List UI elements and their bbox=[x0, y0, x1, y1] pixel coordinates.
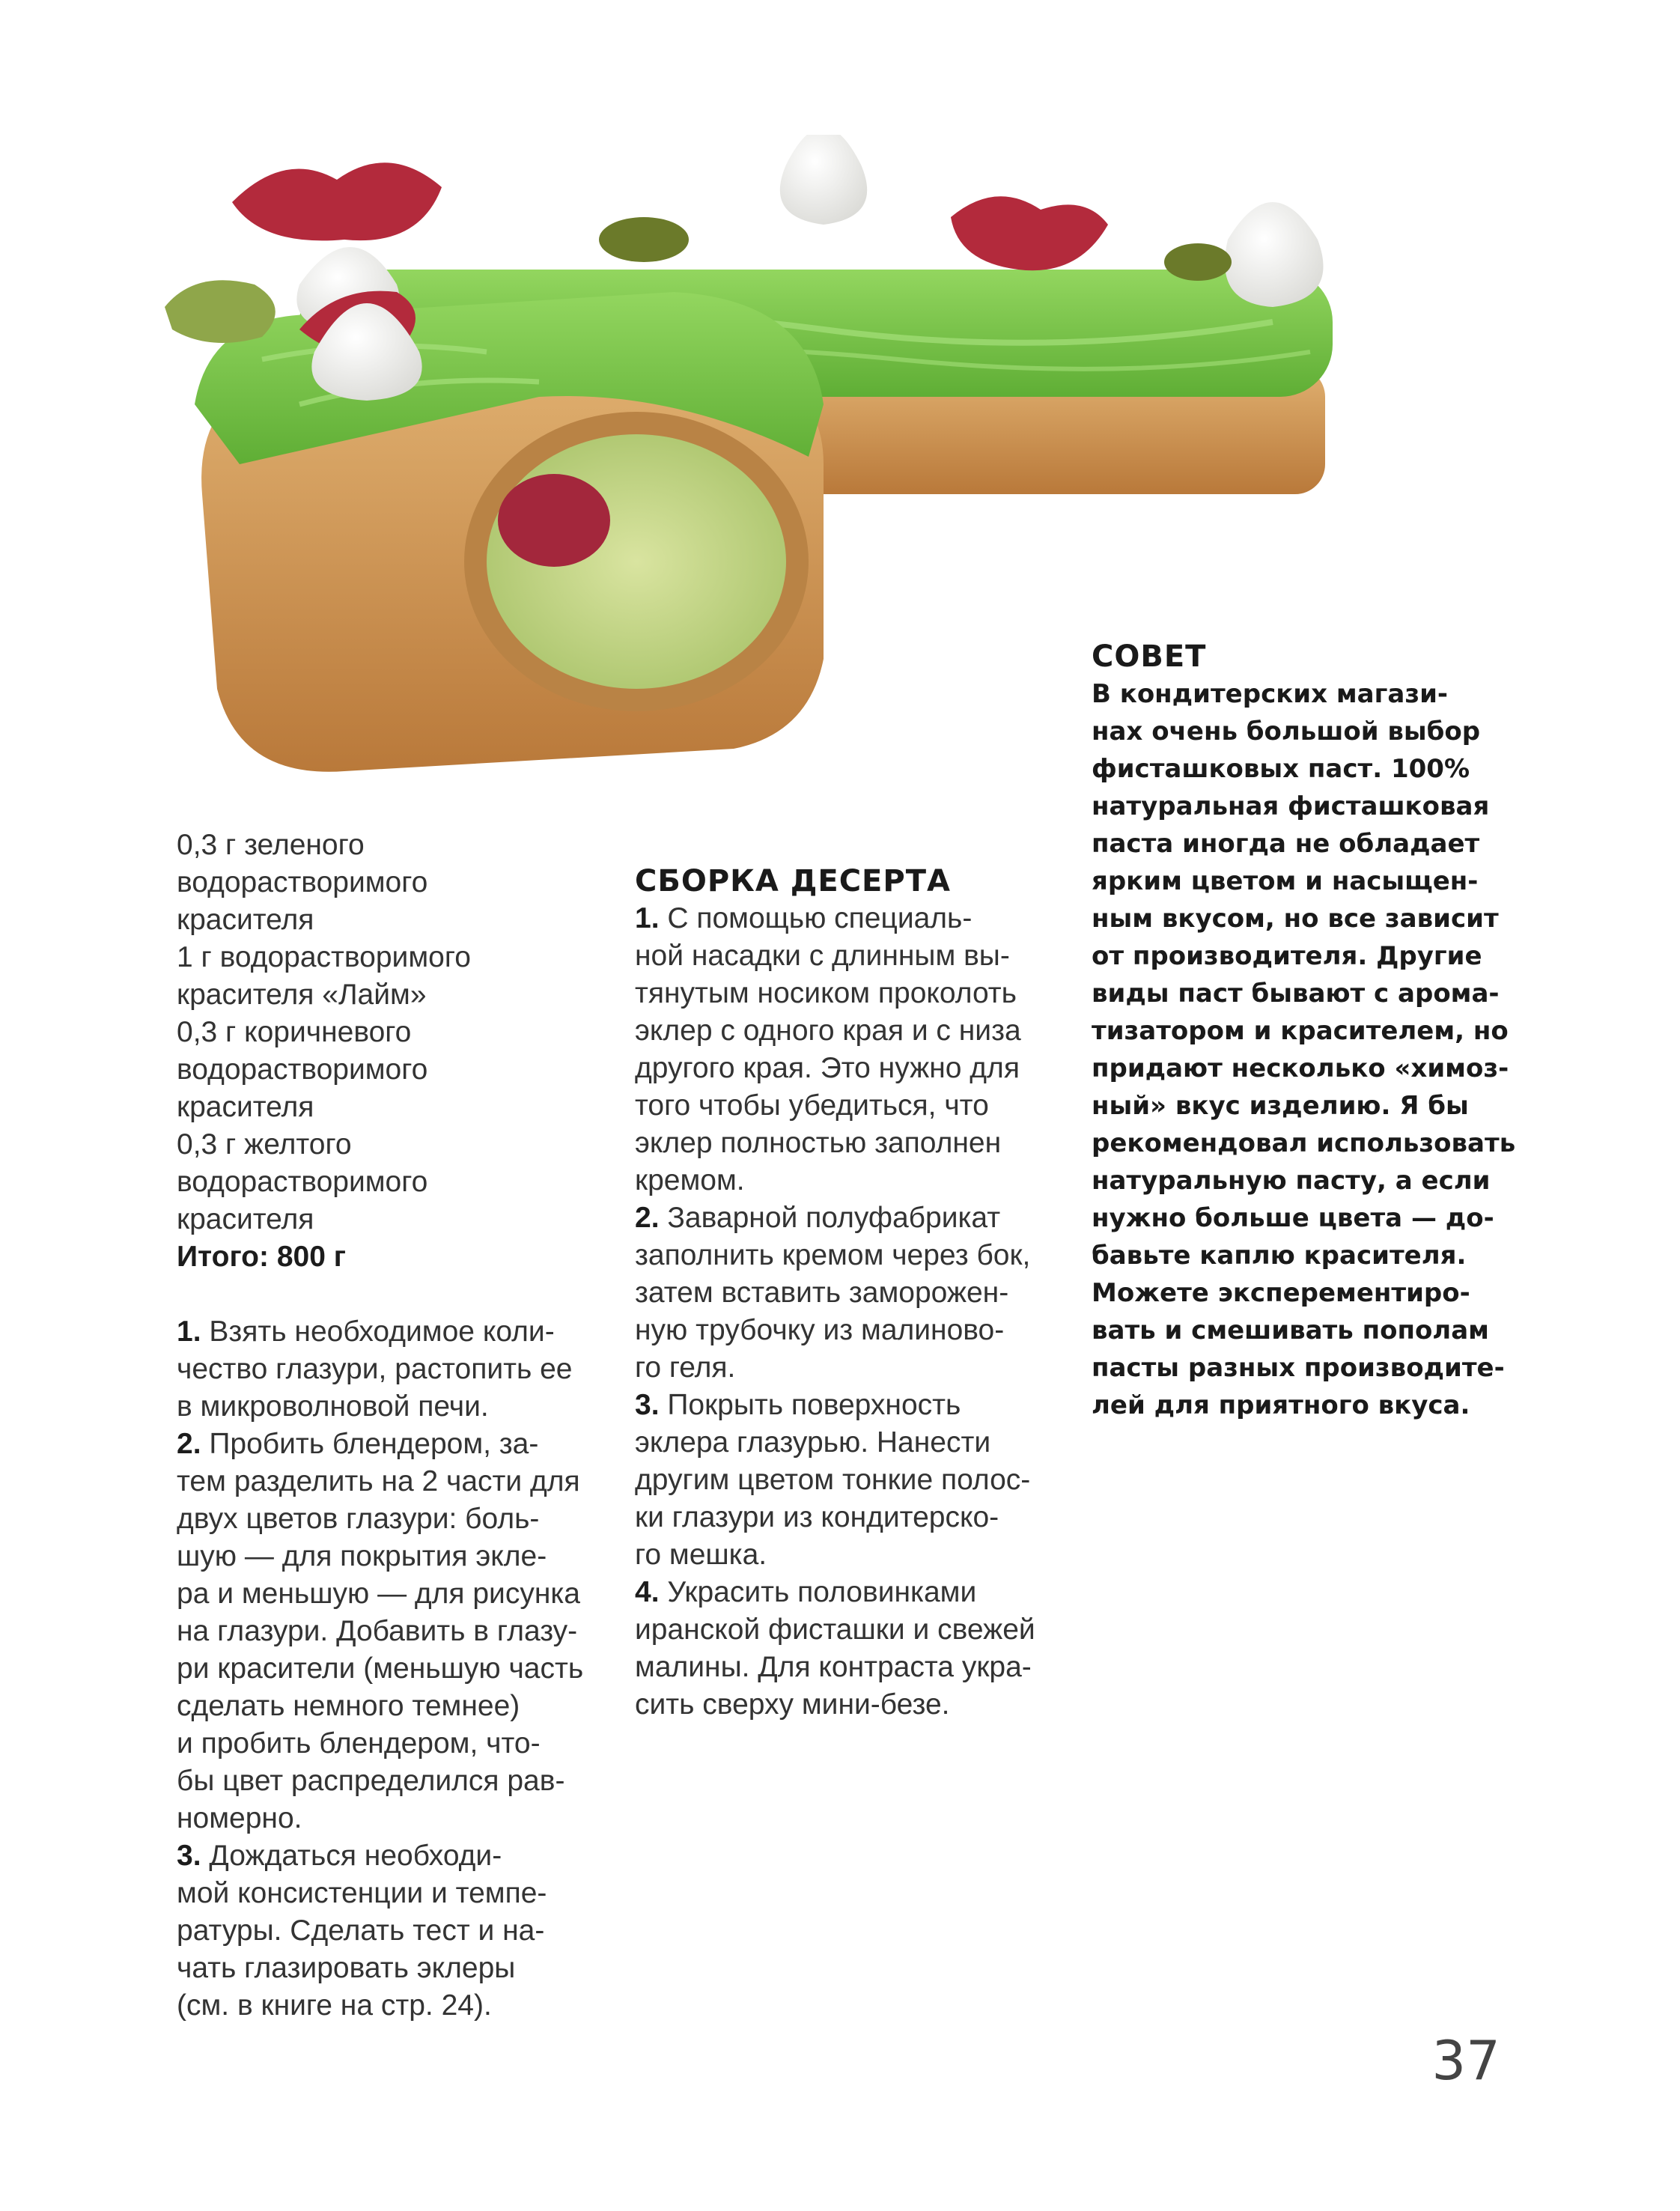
step-number: 1. bbox=[177, 1316, 201, 1348]
total-weight: Итого: 800 г bbox=[177, 1241, 346, 1273]
glaze-step-3 bbox=[177, 1837, 603, 1875]
step-text: Украсить половинками bbox=[667, 1576, 977, 1608]
ingredient-line: 0,3 г зеленого bbox=[177, 829, 365, 861]
ingredient-line: водорастворимого bbox=[177, 1166, 428, 1198]
step-text: ной насадки с длинным вы- bbox=[635, 940, 1010, 972]
page-number: 37 bbox=[1431, 2029, 1500, 2092]
step-text: и пробить блендером, что- bbox=[177, 1727, 541, 1760]
tip-line: Можете эксперементиро- bbox=[1092, 1278, 1470, 1308]
step-text: чество глазури, растопить ее bbox=[177, 1353, 573, 1385]
step-text: шую — для покрытия экле- bbox=[177, 1540, 547, 1572]
step-text: того чтобы убедиться, что bbox=[635, 1089, 989, 1122]
step-text: Заварной полуфабрикат bbox=[667, 1202, 1001, 1234]
step-text: чать глазировать эклеры bbox=[177, 1952, 516, 1984]
step-text: Покрыть поверхность bbox=[667, 1389, 961, 1421]
step-text: бы цвет распределился рав- bbox=[177, 1765, 565, 1797]
step-text: го геля. bbox=[635, 1351, 736, 1384]
tip-line: фисташковых паст. 100% bbox=[1092, 754, 1470, 784]
tip-line: придают несколько «химоз- bbox=[1092, 1053, 1509, 1083]
step-text: иранской фисташки и свежей bbox=[635, 1614, 1035, 1646]
glaze-step-2 bbox=[177, 1426, 603, 1463]
front-eclair bbox=[165, 162, 824, 771]
step-text: кремом. bbox=[635, 1164, 745, 1196]
step-text: сделать немного темнее) bbox=[177, 1690, 520, 1722]
tip-line: вать и смешивать пополам bbox=[1092, 1316, 1489, 1345]
step-number: 4. bbox=[635, 1576, 660, 1608]
step-text: эклера глазурью. Нанести bbox=[635, 1426, 991, 1459]
step-number: 2. bbox=[635, 1202, 660, 1234]
tip-line: натуральная фисташковая bbox=[1092, 791, 1490, 821]
ingredients-and-glaze-column bbox=[177, 827, 603, 2025]
step-number: 3. bbox=[177, 1840, 201, 1872]
step-text: тянутым носиком проколоть bbox=[635, 977, 1017, 1009]
step-text: С помощью специаль- bbox=[667, 902, 973, 934]
step-text: ки глазури из кондитерско- bbox=[635, 1501, 999, 1533]
tip-line: рекомендовал использовать bbox=[1092, 1128, 1516, 1158]
ingredient-line: красителя bbox=[177, 904, 314, 936]
step-text: ри красители (меньшую часть bbox=[177, 1652, 584, 1685]
tip-line: тизатором и красителем, но bbox=[1092, 1016, 1509, 1046]
tip-line: от производителя. Другие bbox=[1092, 941, 1482, 971]
ingredient-line: 1 г водорастворимого bbox=[177, 941, 471, 973]
tip-line: паста иногда не обладает bbox=[1092, 829, 1480, 859]
assembly-step-4 bbox=[635, 1574, 1062, 1611]
tip-line: В кондитерских магази- bbox=[1092, 679, 1449, 709]
ingredient-line: красителя bbox=[177, 1203, 314, 1235]
assembly-step-2 bbox=[635, 1199, 1062, 1237]
ingredient-line: водорастворимого bbox=[177, 866, 428, 898]
tip-line: лей для приятного вкуса. bbox=[1092, 1390, 1470, 1420]
ingredient-line: красителя «Лайм» bbox=[177, 979, 427, 1011]
step-number: 1. bbox=[635, 902, 660, 934]
tip-line: нах очень большой выбор bbox=[1092, 717, 1481, 746]
tip-column bbox=[1092, 638, 1526, 1424]
step-text: ра и меньшую — для рисунка bbox=[177, 1578, 580, 1610]
step-text: другого края. Это нужно для bbox=[635, 1052, 1020, 1084]
step-number: 2. bbox=[177, 1428, 201, 1460]
tip-line: виды паст бывают с арома- bbox=[1092, 979, 1500, 1009]
tip-line: ный» вкус изделию. Я бы bbox=[1092, 1091, 1469, 1121]
step-text: двух цветов глазури: боль- bbox=[177, 1503, 540, 1535]
assembly-step-3 bbox=[635, 1387, 1062, 1424]
step-text: Взять необходимое коли- bbox=[209, 1316, 555, 1348]
step-text: Пробить блендером, за- bbox=[209, 1428, 539, 1460]
step-text: мой консистенции и темпе- bbox=[177, 1877, 547, 1909]
spacer bbox=[177, 1276, 603, 1313]
tip-line: ярким цветом и насыщен- bbox=[1092, 866, 1479, 896]
assembly-column bbox=[635, 863, 1062, 1724]
step-text: эклер с одного края и с низа bbox=[635, 1015, 1021, 1047]
step-text: другим цветом тонкие полос- bbox=[635, 1464, 1031, 1496]
step-text: ратуры. Сделать тест и на- bbox=[177, 1915, 545, 1947]
step-text: в микроволновой печи. bbox=[177, 1390, 489, 1423]
step-text: сить сверху мини-безе. bbox=[635, 1688, 950, 1721]
tip-line: пасты разных производите- bbox=[1092, 1353, 1505, 1383]
step-text: эклер полностью заполнен bbox=[635, 1127, 1002, 1159]
tip-line: бавьте каплю красителя. bbox=[1092, 1241, 1467, 1271]
glaze-step-1 bbox=[177, 1313, 603, 1351]
step-text: ную трубочку из малиново- bbox=[635, 1314, 1005, 1346]
step-text: номерно. bbox=[177, 1802, 302, 1834]
ingredient-line: красителя bbox=[177, 1091, 314, 1123]
assembly-heading: СБОРКА ДЕСЕРТА bbox=[635, 864, 951, 898]
tip-line: нужно больше цвета — до- bbox=[1092, 1203, 1494, 1233]
step-text: на глазури. Добавить в глазу- bbox=[177, 1615, 578, 1647]
step-text: тем разделить на 2 части для bbox=[177, 1465, 580, 1497]
tip-line: ным вкусом, но все зависит bbox=[1092, 904, 1499, 934]
tip-heading: СОВЕТ bbox=[1092, 639, 1207, 674]
assembly-step-1 bbox=[635, 900, 1062, 937]
step-text: Дождаться необходи- bbox=[209, 1840, 502, 1872]
step-text: (см. в книге на стр. 24). bbox=[177, 1989, 492, 2022]
step-text: затем вставить заморожен- bbox=[635, 1277, 1009, 1309]
tip-line: натуральную пасту, а если bbox=[1092, 1166, 1491, 1196]
step-text: малины. Для контраста укра- bbox=[635, 1651, 1032, 1683]
ingredient-line: водорастворимого bbox=[177, 1053, 428, 1086]
step-text: го мешка. bbox=[635, 1539, 767, 1571]
step-text: заполнить кремом через бок, bbox=[635, 1239, 1031, 1271]
ingredient-line: 0,3 г желтого bbox=[177, 1128, 352, 1161]
step-number: 3. bbox=[635, 1389, 660, 1421]
ingredient-line: 0,3 г коричневого bbox=[177, 1016, 412, 1048]
